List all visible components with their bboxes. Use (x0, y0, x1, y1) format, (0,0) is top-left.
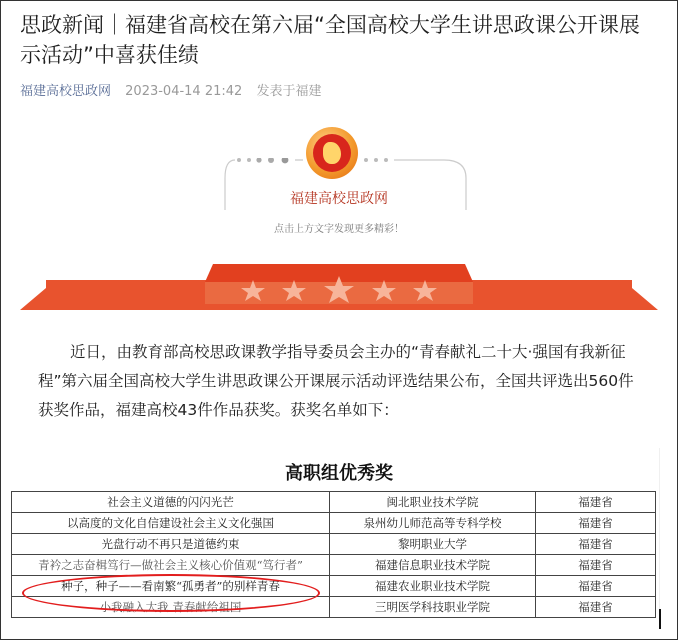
publish-location: 发表于福建 (256, 84, 322, 99)
province-cell: 福建省 (536, 555, 656, 576)
red-gate-banner-icon (20, 258, 658, 310)
work-title-cell: 小我融入大我 青春献给祖国 (12, 597, 330, 618)
school-cell: 黎明职业大学 (330, 534, 536, 555)
article-paragraph: 近日，由教育部高校思政课教学指导委员会主办的“青春献礼二十大·强国有我新征程”第六届全国高校大学生讲思政课公开课展示活动评选结果公布，全国共评选出560件获奖作品，福建高校43件作品获奖。获奖名单如下： (38, 343, 634, 419)
work-title-cell: 光盘行动不再只是道德约束 (12, 534, 330, 555)
province-cell: 福建省 (536, 534, 656, 555)
work-title-cell: 种子，种子——看南繁“孤勇者”的别样青春 (12, 576, 330, 597)
logo-emblem (313, 134, 351, 172)
school-cell: 闽北职业技术学院 (330, 492, 536, 513)
school-cell: 福建信息职业技术学院 (330, 555, 536, 576)
text-cursor (659, 609, 661, 629)
school-cell: 福建农业职业技术学院 (330, 576, 536, 597)
school-cell: 泉州幼儿师范高等专科学校 (330, 513, 536, 534)
table-row (12, 534, 656, 555)
table-row (12, 555, 656, 576)
province-cell: 福建省 (536, 492, 656, 513)
table-row (12, 492, 656, 513)
work-title-cell: 社会主义道德的闪闪光芒 (12, 492, 330, 513)
article-meta (20, 80, 321, 99)
brand-logo-icon[interactable] (306, 127, 358, 179)
article-title: 思政新闻｜福建省高校在第六届“全国高校大学生讲思政课公开课展示活动”中喜获佳绩 (20, 13, 640, 67)
school-cell: 三明医学科技职业学院 (330, 597, 536, 618)
table-row (12, 513, 656, 534)
award-section-title: 高职组优秀奖 (285, 463, 393, 484)
follow-hint: 点击上方文字发现更多精彩！ (274, 224, 404, 235)
province-cell: 福建省 (536, 513, 656, 534)
brand-name-link[interactable]: 福建高校思政网 (290, 191, 388, 207)
highlight-circle (22, 574, 320, 612)
work-title-cell: 青衿之志奋楫笃行—做社会主义核心价值观“笃行者” (12, 555, 330, 576)
work-title-cell: 以高度的文化自信建设社会主义文化强国 (12, 513, 330, 534)
publish-time: 2023-04-14 21:42 (125, 84, 243, 99)
source-link[interactable]: 福建高校思政网 (20, 84, 112, 99)
province-cell: 福建省 (536, 597, 656, 618)
province-cell: 福建省 (536, 576, 656, 597)
